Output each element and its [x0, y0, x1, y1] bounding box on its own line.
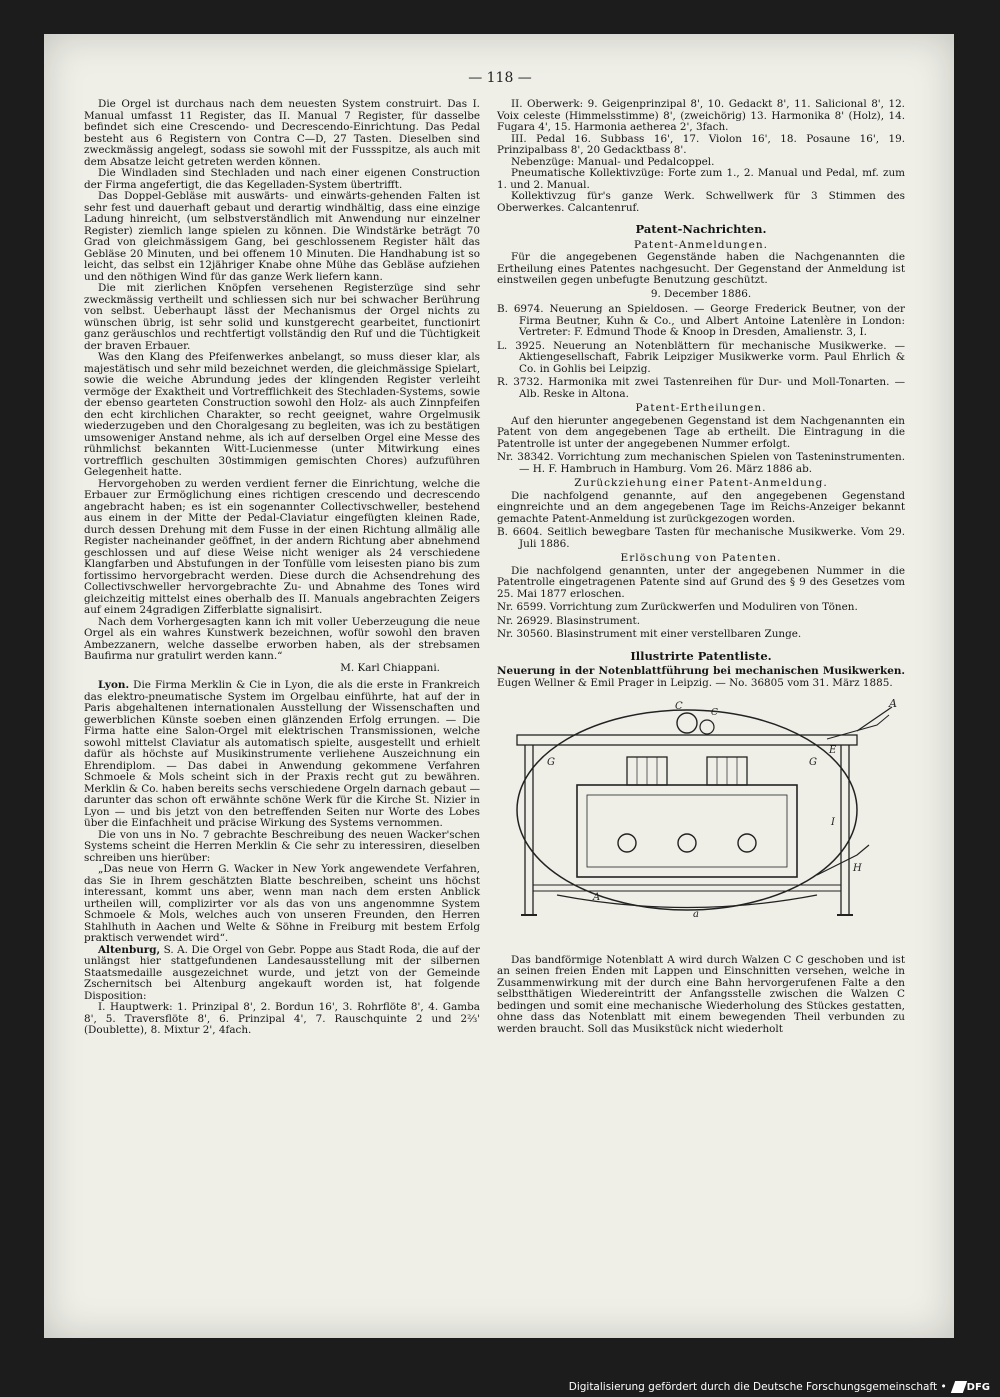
paragraph-oberwerk: II. Oberwerk: 9. Geigenprinzipal 8', 10. Gedackt 8', 11. Salicional 8', 12. Voix celeste (Himmelsstimme) 8', (zweichörig) 13. Harmonika 8' (Holz), 14. Fugara 4', 15. Harmonia aetherea 2', 3fach. [497, 98, 905, 133]
paragraph-wacker-quote: „Das neue von Herrn G. Wacker in New York angewendete Verfahren, das Sie in Ihrem geschätzten Blatte beschreiben, scheint uns höchst interessant, kommt uns aber, wenn man nach dem ersten Anblick urtheilen will, complizirter vor als das von uns angenommne System Schmoele & Mols, welches auch von unseren Freunden, den Herren Stahlhuth in Aachen und Welte & Söhne in Freiburg mit bestem Erfolg praktisch verwendet wird“. [84, 863, 480, 944]
patent-info: Eugen Wellner & Emil Prager in Leipzig. — No. 36805 vom 31. März 1885. [497, 676, 893, 689]
lyon-lead: Lyon. [98, 679, 130, 691]
paragraph-geblaese: Das Doppel-Gebläse mit auswärts- und einwärts-gehenden Falten ist sehr fest und dauerhaft gebaut und derartig windhältig, dass eine einzige Ladung hinreicht, (um selbstverständlich mit Anwendung nur einzelner Register) ziemlich lange spielen zu können. Die Windstärke beträgt 70 Grad von gleichmässigem Gang, bei geschlossenem Register hält das Gebläse 20 Minuten, und bei offenem 10 Minuten. Die Handhabung ist so leicht, das selbst ein 12jähriger Knabe ohne Mühe das Gebläse aufziehen und den nöthigen Wind für das ganze Werk liefern kann. [84, 190, 480, 283]
paragraph-registerzuege: Die mit zierlichen Knöpfen versehenen Registerzüge sind sehr zweckmässig vertheilt und schliessen sich nur bei schwacher Berührung von selbst. Ueberhaupt lässt der Mechanismus der Orgel nichts zu wünschen übrig, ist sehr solid und kunstgerecht gearbeitet, functionirt ganz geräuschlos und rechtfertigt vollständig den Ruf und die Tüchtigkeit der braven Erbauer. [84, 282, 480, 352]
signature: M. Karl Chiappani. [340, 661, 440, 674]
paragraph-erloeschung-intro: Die nachfolgend genannten, unter der angegebenen Nummer in die Patentrolle eingetragenen Patente sind auf Grund des § 9 des Gesetzes vom 25. Mai 1877 erloschen. [497, 564, 905, 600]
dfg-logo-text: DFG [966, 1381, 990, 1393]
paragraph-pneumatische: Pneumatische Kollektivzüge: Forte zum 1., 2. Manual und Pedal, mf. zum 1. und 2. Manual. [497, 167, 905, 191]
patent-entry: B. 6604. Seitlich bewegbare Tasten für mechanische Musikwerke. Vom 29. Juli 1886. [497, 526, 905, 550]
paragraph-nebenzuege: Nebenzüge: Manual- und Pedalcoppel. [511, 155, 715, 168]
figure-label-h: H [853, 863, 862, 874]
music-box [577, 785, 797, 877]
table-top [517, 735, 857, 745]
heading-anmeldungen: Patent-Anmeldungen. [634, 238, 768, 251]
figure-label-c-small: C [711, 708, 718, 718]
left-column [84, 99, 480, 1037]
heading-erloeschung: Erlöschung von Patenten. [620, 552, 782, 564]
paragraph-zurueckziehung-intro: Die nachfolgend genannte, auf den angegebenen Gegenstand eingnreichte und an dem angegebenen Tage im Reichs-Anzeiger bekannt gemachte Patent-Anmeldung ist zurückgezogen worden. [497, 489, 905, 525]
patent-figure [497, 695, 905, 945]
heading-zurueckziehung: Zurückziehung einer Patent-Anmeldung. [574, 477, 828, 489]
roller-housing-ribs [637, 757, 737, 785]
paragraph-altenburg [84, 945, 480, 1003]
paragraph-pedal: III. Pedal 16. Subbass 16', 17. Violon 16', 18. Posaune 16', 19. Prinzipalbass 8', 20 Gedacktbass 8'. [497, 132, 905, 156]
paragraph-kollektivzug: Kollektivzug für's ganze Werk. Schwellwerk für 3 Stimmen des Oberwerkes. Calcantenruf. [497, 190, 905, 214]
footer [569, 1381, 990, 1393]
patent-entry: Nr. 30560. Blasinstrument mit einer verstellbaren Zunge. [497, 628, 802, 640]
figure-label-g-right: G [809, 757, 817, 768]
paragraph-ertheilungen-intro: Auf den hierunter angegebenen Gegenstand ist dem Nachgenannten ein Patent von dem angegebenen Tage ab ertheilt. Die Eintragung in die Patentrolle ist unter der angegebenen Nummer erfolgt. [497, 414, 905, 450]
right-column [497, 99, 905, 1035]
lyon-text: Die Firma Merklin & Cie in Lyon, die als die erste in Frankreich das elektro-pneumatische System im Orgelbau einführte, hat auf der in Paris abgehaltenen internationalen Ausstellung der Wissenschaften und gewerblichen Künste soeben einen glänzenden Erfolg errungen. — Die Firma hatte eine Salon-Orgel mit elektrischen Transmissionen, welche sowohl mittelst Claviatur als automatisch spielte, ausgestellt und erhielt dafür als höchste auf Musikinstrumente verliehene Auszeichnung ein Ehrendiplom. — Das dabei in Anwendung gekommene Verfahren Schmoele & Mols scheint sich in der Praxis recht gut zu bewähren. Merklin & Co. haben bereits sechs verschiedene Orgeln darnach gebaut — darunter das schon oft erwähnte schöne Werk für die Kirche St. Nizier in Lyon — und bis jetzt von den betreffenden Seiten nur Worte des Lobes über die Einfachheit und präcise Wirkung des Systems vernommen. [84, 679, 480, 829]
paragraph-wacker-intro: Die von uns in No. 7 gebrachte Beschreibung des neuen Wacker'schen Systems scheint die Herren Merklin & Cie sehr zu interessiren, dieselben schreiben uns hierüber: [84, 828, 480, 864]
footer-text: Digitalisierung gefördert durch die Deutsche Forschungsgemeinschaft • [568, 1381, 947, 1393]
figure-label-a: A [889, 697, 897, 710]
patent-entry: Nr. 6599. Vorrichtung zum Zurückwerfen und Moduliren von Tönen. [497, 601, 858, 613]
paragraph-patent-title [497, 666, 905, 689]
box-hole [678, 834, 696, 852]
box-hole [738, 834, 756, 852]
figure-label-a-lower: A [593, 892, 601, 903]
anmeldungen-date: 9. December 1886. [650, 287, 752, 300]
roller-c [677, 713, 697, 733]
patent-entry: Nr. 38342. Vorrichtung zum mechanischen Spielen von Tasteninstrumenten. — H. F. Hambruch in Hamburg. Vom 26. März 1886 ab. [497, 451, 905, 475]
paragraph-lyon [84, 680, 480, 830]
box-hole [618, 834, 636, 852]
patent-title: Neuerung in der Notenblattführung bei mechanischen Musikwerken. [497, 665, 905, 677]
patent-entry: B. 6974. Neuerung an Spieldosen. — George Frederick Beutner, von der Firma Beutner, Kuhn & Co., und Albert Antoine Latenlère in London: Vertreter: F. Edmund Thode & Knoop in Dresden, Amalienstr. 3, I. [497, 303, 905, 338]
figure-caption: Das bandförmige Notenblatt A wird durch Walzen C C geschoben und ist an seinen freien Enden mit Lappen und Einschnitten versehen, welche in Zusammenwirkung mit der durch eine Bahn hervorgerufenen Falte a den selbstthätigen Wiedereintritt der Anfangsstelle zwischen die Walzen C bedingen und somit eine mechanische Wiederholung des Stückes gestatten, ohne dass das Notenblatt mit einem bewegenden Theil verbunden zu werden braucht. Soll das Musikstück nicht wiederholt [497, 953, 905, 1035]
music-box-inner [587, 795, 787, 867]
roller-c-small [700, 720, 714, 734]
figure-label-i: I [831, 817, 835, 828]
patent-entry: R. 3732. Harmonika mit zwei Tastenreihen für Dur- und Moll-Tonarten. — Alb. Reske in Altona. [497, 376, 905, 400]
patent-entry: Nr. 26929. Blasinstrument. [497, 614, 641, 627]
patent-entry: L. 3925. Neuerung an Notenblättern für mechanische Musikwerke. — Aktiengesellschaft, Fabrik Leipziger Musikwerke vorm. Paul Ehrlich & Co. in Gohlis bei Leipzig. [497, 339, 905, 375]
figure-label-e: E [829, 745, 837, 756]
figure-label-a-small: a [693, 909, 699, 920]
figure-label-c: C [675, 701, 683, 712]
page-number: — 118 — [468, 70, 532, 86]
paragraph-anmeldungen-intro: Für die angegebenen Gegenstände haben die Nachgenannten die Ertheilung eines Patentes nachgesucht. Der Gegenstand der Anmeldung ist einstweilen gegen unbefugte Benutzung geschützt. [497, 251, 905, 286]
pointer-line [857, 707, 892, 731]
altenburg-text: S. A. Die Orgel von Gebr. Poppe aus Stadt Roda, die auf der unlängst hier stattgefundenen Landesausstellung mit der silbernen Staatsmedaille ausgezeichnet wurde, und jetzt von der Gemeinde Zschernitsch bei Altenburg angekauft worden ist, hat folgende Disposition: [84, 943, 480, 1002]
paragraph-hauptwerk: I. Hauptwerk: 1. Prinzipal 8', 2. Bordun 16', 3. Rohrflöte 8', 4. Gamba 8', 5. Traversflöte 8', 6. Prinzipal 4', 7. Rauschquinte 2 und 2⅔' (Doublette), 8. Mixtur 2', 4fach. [84, 1001, 480, 1036]
figure-label-g-left: G [547, 757, 555, 768]
altenburg-lead: Altenburg, [98, 943, 161, 956]
heading-ertheilungen: Patent-Ertheilungen. [635, 402, 767, 414]
paragraph-klang: Was den Klang des Pfeifenwerkes anbelangt, so muss dieser klar, als majestätisch und sehr mild bezeichnet werden, die gleichmässige Spielart, sowie die weiche Abrundung jedes der klingenden Register verleiht vermöge der Exaktheit und Vortrefflichkeit des Stechladen-Systems, sowie der ebenso gearteten Construction sowohl den Holz- als auch Zinnpfeifen den echt kirchlichen Charakter, so recht geeignet, wahre Orgelmusik wiederzugeben und den Choralgesang zu begleiten, was ich zu bestätigen umsoweniger Anstand nehme, als ich auf derselben Orgel eine Messe des rühmlichst bekannten Witt-Lucienmesse (unter Mitwirkung eines vortrefflich geschulten 30stimmigen gemischten Chores) aufzuführen Gelegenheit hatte. [84, 351, 480, 478]
music-band-loop [517, 710, 857, 910]
paragraph-conclusion: Nach dem Vorhergesagten kann ich mit voller Ueberzeugung die neue Orgel als ein wahres Kunstwerk bezeichnen, wofür sowohl den braven Ambezzanern, welche dasselbe erworben haben, als der strebsamen Baufirma nur gratulirt werden kann.“ [84, 615, 480, 662]
table-legs [525, 745, 849, 915]
paragraph-collectivschweller: Hervorgehoben zu werden verdient ferner die Einrichtung, welche die Erbauer zur Ermöglichung eines richtigen crescendo und decrescendo angebracht haben; es ist ein sogenannter Collectivschweller, bestehend aus einem in der Mitte der Pedal-Claviatur eingefügten kleinen Rade, durch dessen Drehung mit dem Fusse in der einen Richtung allmälig alle Register nacheinander geöffnet, in der andern Richtung aber abnehmend geschlossen und auf diese Weise nicht weniger als 24 verschiedene Klangfarben und Abstufungen in der Tonfülle vom leisesten piano bis zum fortissimo hervorgebracht werden. Diese durch die Achsendrehung des Collectivschweller hervorgebrachte Zu- und Abnahme des Tones wird gleichzeitig mittelst eines oberhalb des II. Manuals angebrachten Zeigers auf einem 24gradigen Zifferblatte signalisirt. [84, 477, 480, 616]
dfg-logo-icon [953, 1381, 990, 1393]
paragraph-windladen: Die Windladen sind Stechladen und nach einer eigenen Construction der Firma angefertigt, die das Kegelladen-System übertrifft. [84, 167, 480, 191]
heading-illustrirte-patentliste: Illustrirte Patentliste. [630, 648, 772, 663]
heading-patent-nachrichten: Patent-Nachrichten. [635, 222, 767, 236]
paragraph-construction: Die Orgel ist durchaus nach dem neuesten System construirt. Das I. Manual umfasst 11 Register, das II. Manual 7 Register, für dasselbe befindet sich eine Crescendo- und Decrescendo-Einrichtung. Das Pedal besteht aus 6 Registern von Contra C—D, 27 Tasten. Dieselben sind zweckmässig angelegt, sodass sie sowohl mit der Fussspitze, als auch mit dem Absatze leicht getreten werden können. [84, 98, 480, 168]
